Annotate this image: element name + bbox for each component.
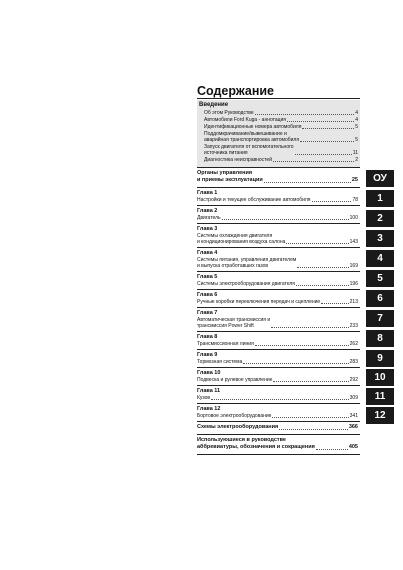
section-tab[interactable]: 3: [366, 230, 394, 247]
chapter-title: Тормозная система: [197, 359, 243, 365]
chapter-number: Глава 4: [197, 250, 218, 256]
chapter-title: Системы питания, управления двигателем и выпуска отработавших газов: [197, 257, 297, 269]
section-tab[interactable]: ОУ: [366, 170, 394, 187]
section-tab[interactable]: 10: [366, 369, 394, 386]
entry-page: 5: [355, 137, 358, 143]
chapter-entry[interactable]: [197, 404, 360, 422]
entry-label: Запуск двигателя от вспомогательного источника питания: [204, 144, 294, 156]
chapter-page: 283: [349, 359, 358, 365]
chapter-entry[interactable]: [197, 386, 360, 404]
toc-entry[interactable]: [199, 157, 358, 163]
toc-entry[interactable]: [199, 110, 358, 116]
chapter-entry[interactable]: [197, 206, 360, 224]
dot-leader: [273, 381, 348, 382]
entry-page: 4: [355, 110, 358, 116]
chapter-page: 233: [349, 323, 358, 329]
dot-leader: [300, 141, 354, 142]
chapter-page: 213: [349, 299, 358, 305]
chapter-number: Глава 8: [197, 334, 218, 340]
chapter-page: 143: [349, 239, 358, 245]
entry-label: Органы управления и приемы эксплуатации: [197, 170, 263, 183]
chapter-title: Системы электрооборудования двигателя: [197, 281, 296, 287]
chapter-entry[interactable]: [197, 248, 360, 272]
section-tab[interactable]: 11: [366, 388, 394, 405]
chapter-entry[interactable]: [197, 350, 360, 368]
chapter-number: Глава 7: [197, 310, 218, 316]
dot-leader: [211, 399, 349, 400]
section-tab[interactable]: 1: [366, 190, 394, 207]
dot-leader: [295, 154, 352, 155]
section-tab[interactable]: 9: [366, 350, 394, 367]
chapter-number: Глава 12: [197, 406, 221, 412]
title-divider: [197, 98, 360, 99]
dot-leader: [286, 243, 348, 244]
chapter-number: Глава 3: [197, 226, 218, 232]
entry-label: Используюшиеся в руководстве аббревиатуры, обозначения и сокращения: [197, 437, 315, 450]
toc-entry-controls[interactable]: [197, 168, 360, 188]
dot-leader: [297, 267, 348, 268]
chapter-title: Кузов: [197, 395, 211, 401]
chapter-number: Глава 1: [197, 190, 218, 196]
chapter-number: Глава 9: [197, 352, 218, 358]
section-tab[interactable]: 2: [366, 210, 394, 227]
chapter-entry[interactable]: [197, 368, 360, 386]
dot-leader: [321, 303, 348, 304]
chapter-entry[interactable]: [197, 290, 360, 308]
chapter-title: Настройки и текущее обслуживание автомобиля: [197, 197, 311, 203]
entry-page: 366: [348, 424, 358, 430]
section-tab[interactable]: 8: [366, 330, 394, 347]
section-tab[interactable]: 5: [366, 270, 394, 287]
chapter-page: 309: [349, 395, 358, 401]
entry-label: Поддомкрачивание/вывешивание и аварийная транспортировка автомобиля: [204, 131, 300, 143]
section-tab[interactable]: 6: [366, 290, 394, 307]
toc-entry[interactable]: [199, 117, 358, 123]
entry-page: 11: [352, 150, 358, 156]
dot-leader: [316, 449, 348, 450]
page-title: Содержание: [197, 84, 275, 98]
table-of-contents: [197, 100, 360, 455]
dot-leader: [243, 363, 348, 364]
chapter-page: 78: [352, 197, 358, 203]
section-tab[interactable]: 12: [366, 407, 394, 424]
chapter-number: Глава 5: [197, 274, 218, 280]
toc-entry-abbreviations[interactable]: [197, 435, 360, 455]
dot-leader: [279, 429, 348, 430]
chapter-title: Автоматическая трансмиссия и трансмиссия Power Shift: [197, 317, 271, 329]
dot-leader: [273, 161, 354, 162]
intro-section: [197, 100, 360, 168]
chapter-page: 196: [349, 281, 358, 287]
dot-leader: [296, 285, 349, 286]
dot-leader: [272, 417, 348, 418]
entry-label: Идентификационные номера автомобиля: [204, 124, 302, 130]
chapter-title: Подвеска и рулевое управление: [197, 377, 273, 383]
intro-heading: Введение: [199, 102, 229, 108]
dot-leader: [302, 128, 354, 129]
chapter-entry[interactable]: [197, 224, 360, 248]
toc-entry[interactable]: [199, 124, 358, 130]
chapter-title: Системы охлаждения двигателя и кондиционирования воздуха салона: [197, 233, 286, 245]
dot-leader: [264, 182, 351, 183]
chapter-number: Глава 10: [197, 370, 221, 376]
chapter-entry[interactable]: [197, 272, 360, 290]
dot-leader: [271, 327, 348, 328]
chapter-page: 262: [349, 341, 358, 347]
entry-label: Автомобили Ford Kuga - аннотация: [204, 117, 287, 123]
chapter-number: Глава 2: [197, 208, 218, 214]
chapter-entry[interactable]: [197, 188, 360, 206]
chapter-page: 169: [349, 263, 358, 269]
section-tab[interactable]: 7: [366, 310, 394, 327]
dot-leader: [287, 121, 354, 122]
chapter-page: 100: [349, 215, 358, 221]
dot-leader: [312, 201, 352, 202]
chapter-title: Ручные коробки переключения передач и сцепление: [197, 299, 321, 305]
entry-label: Диагностика неисправностей: [204, 157, 272, 163]
entry-page: 2: [355, 157, 358, 163]
chapter-page: 292: [349, 377, 358, 383]
dot-leader: [255, 345, 349, 346]
entry-label: Схемы электрооборудования: [197, 424, 279, 430]
chapter-page: 341: [349, 413, 358, 419]
chapter-number: Глава 6: [197, 292, 218, 298]
chapter-number: Глава 11: [197, 388, 221, 394]
toc-entry[interactable]: [199, 131, 358, 143]
entry-page: 4: [355, 117, 358, 123]
chapter-entry[interactable]: [197, 332, 360, 350]
entry-page: 5: [355, 124, 358, 130]
dot-leader: [255, 114, 355, 115]
chapter-entry[interactable]: [197, 308, 360, 332]
chapter-title: Двигатель: [197, 215, 221, 221]
dot-leader: [222, 219, 349, 220]
entry-label: Об этом Руководстве: [204, 110, 254, 116]
entry-page: 405: [348, 444, 358, 450]
toc-entry-wiring[interactable]: [197, 422, 360, 435]
entry-page: 25: [351, 177, 358, 183]
toc-entry[interactable]: [199, 144, 358, 156]
chapter-title: Бортовое электрооборудование: [197, 413, 272, 419]
section-tab[interactable]: 4: [366, 250, 394, 267]
chapter-title: Трансмиссионная линия: [197, 341, 254, 347]
